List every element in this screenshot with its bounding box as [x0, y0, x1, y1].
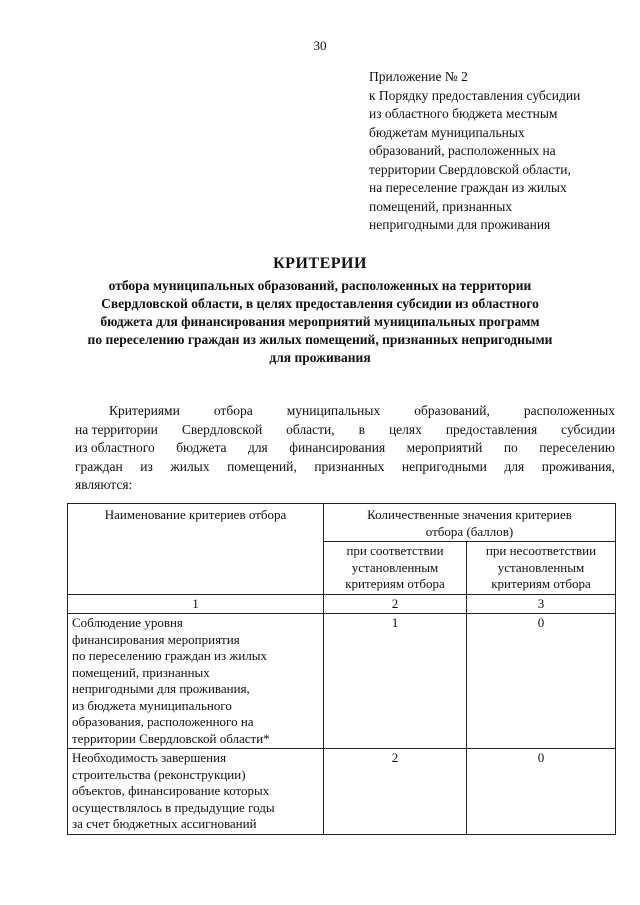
word: по — [503, 440, 518, 455]
word: граждан — [75, 458, 123, 474]
word: из — [140, 458, 153, 474]
header-line: Количественные значения критериев — [367, 507, 572, 522]
criterion-line: строительства (реконструкции) — [72, 766, 246, 782]
word: предоставления — [445, 421, 538, 437]
word: в — [358, 421, 365, 437]
word: Свердловской — [181, 421, 263, 437]
document-title: КРИТЕРИИ — [273, 255, 367, 272]
header-criteria-name: Наименование критериев отбора — [68, 504, 324, 595]
subtitle-line: по переселению граждан из жилых помещений, признанных непригодными — [87, 332, 553, 347]
header-line: критериям отбора — [491, 576, 591, 591]
intro-paragraph — [75, 402, 615, 495]
appendix-line: территории Свердловской области, — [369, 161, 571, 177]
appendix-line: к Порядку предоставления субсидии — [369, 87, 581, 103]
appendix-line: на переселение граждан из жилых — [369, 180, 567, 195]
column-number: 3 — [467, 594, 616, 614]
intro-line-1 — [75, 402, 615, 421]
criterion-line: помещений, признанных — [72, 664, 210, 680]
word: мероприятий — [406, 440, 483, 455]
criterion-name — [68, 749, 324, 835]
appendix-line: образований, расположенных на — [369, 143, 556, 158]
word: субсидии — [561, 421, 615, 437]
criterion-line: Соблюдение уровня — [72, 615, 183, 630]
word: из областного — [75, 440, 155, 455]
header-line: установленным — [497, 559, 585, 575]
page-number: 30 — [313, 38, 327, 53]
word: проживания, — [541, 458, 615, 474]
criterion-line: образования, расположенного на — [72, 714, 254, 729]
criterion-line: Необходимость завершения — [72, 750, 227, 765]
header-line: критериям отбора — [345, 576, 445, 591]
criterion-line: непригодными для проживания, — [72, 681, 250, 696]
appendix-header — [369, 68, 631, 235]
subtitle-line: отбора муниципальных образований, расположенных на территории — [108, 278, 532, 293]
table-row — [68, 614, 616, 749]
criterion-line: по переселению граждан из жилых — [72, 648, 268, 663]
word: являются: — [75, 477, 133, 492]
match-score: 1 — [324, 614, 467, 749]
header-line: при соответствии — [346, 543, 444, 558]
word: для — [247, 440, 268, 455]
word: для — [504, 458, 525, 474]
word: Критериями — [109, 403, 180, 418]
match-score: 2 — [324, 749, 467, 835]
word: помещений, — [227, 458, 297, 474]
table-row — [68, 749, 616, 835]
header-line: установленным — [351, 559, 439, 575]
criterion-line: финансирования мероприятия — [72, 631, 240, 647]
word: муниципальных — [286, 403, 381, 418]
column-number-row — [68, 594, 616, 614]
header-match — [324, 542, 467, 595]
criterion-line: объектов, финансирование которых — [72, 783, 270, 798]
word: непригодными — [401, 458, 487, 474]
appendix-line: из областного бюджета местным — [369, 106, 558, 121]
mismatch-score: 0 — [467, 614, 616, 749]
appendix-line: Приложение № 2 — [369, 69, 468, 84]
subtitle-line: для проживания — [269, 350, 371, 365]
appendix-line: помещений, признанных — [369, 198, 513, 214]
intro-line-5 — [75, 476, 615, 495]
appendix-line: непригодными для проживания — [369, 217, 551, 232]
intro-line-4 — [75, 458, 615, 477]
mismatch-score: 0 — [467, 749, 616, 835]
word: бюджета — [176, 440, 227, 455]
criterion-line: осуществлялось в предыдущие годы — [72, 799, 275, 815]
criterion-name — [68, 614, 324, 749]
word: переселению — [539, 440, 615, 455]
criterion-line: территории Свердловской области* — [72, 730, 270, 746]
header-line: при несоответствии — [485, 543, 597, 558]
criteria-table — [67, 503, 616, 835]
word: образований, — [414, 403, 490, 418]
intro-line-3 — [75, 439, 615, 458]
subtitle-line: бюджета для финансирования мероприятий муниципальных программ — [100, 314, 540, 329]
appendix-line: бюджетам муниципальных — [369, 124, 525, 140]
word: расположенных — [523, 403, 615, 418]
word: жилых — [170, 458, 210, 474]
intro-line-2 — [75, 421, 615, 440]
word: на территории — [75, 421, 158, 437]
subtitle-line: Свердловской области, в целях предоставления субсидии из областного — [101, 296, 539, 311]
criterion-line: из бюджета муниципального — [72, 697, 232, 713]
word: финансирования — [289, 440, 386, 455]
header-quantitative-values — [324, 504, 616, 542]
column-number: 2 — [324, 594, 467, 614]
word: области, — [286, 421, 335, 437]
word: признанных — [314, 458, 385, 474]
document-subtitle — [60, 277, 580, 367]
header-line: отбора (баллов) — [425, 523, 514, 539]
header-mismatch — [467, 542, 616, 595]
table-header-row — [68, 504, 616, 542]
criterion-line: за счет бюджетных ассигнований — [72, 816, 257, 831]
column-number: 1 — [68, 594, 324, 614]
word: отбора — [213, 403, 253, 418]
word: целях — [388, 421, 422, 437]
